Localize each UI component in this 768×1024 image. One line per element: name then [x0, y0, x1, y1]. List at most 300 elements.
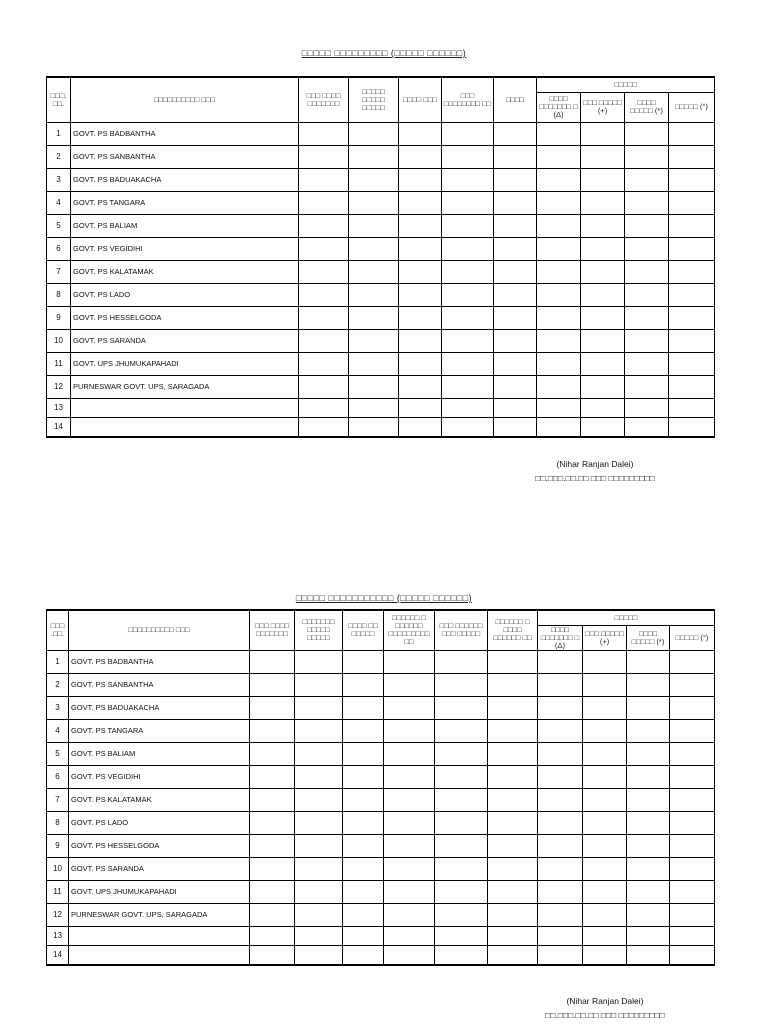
t2-row-cell[interactable] — [250, 742, 295, 765]
t2-row-cell[interactable] — [343, 650, 384, 673]
t2-header-c2: □□□□□□□ □□□□□ □□□□□ — [295, 610, 343, 650]
t2-row-cell[interactable] — [627, 903, 670, 926]
t1-row-cell[interactable] — [442, 237, 494, 260]
t1-row-school-name — [71, 398, 299, 417]
t1-row-cell[interactable] — [349, 168, 399, 191]
t2-row-cell[interactable] — [250, 719, 295, 742]
t1-row-cell[interactable] — [669, 283, 715, 306]
t1-row-cell[interactable] — [349, 398, 399, 417]
t2-row-cell[interactable] — [627, 945, 670, 965]
t1-row-sl: 9 — [47, 306, 71, 329]
t2-header-c3: □□□□ □□ □□□□□ — [343, 610, 384, 650]
t2-row-cell[interactable] — [670, 926, 715, 945]
t1-row-sl: 4 — [47, 191, 71, 214]
t2-row-cell[interactable] — [384, 650, 435, 673]
t1-row-cell[interactable] — [669, 306, 715, 329]
t1-row-sl: 14 — [47, 417, 71, 437]
t2-row-school-name: GOVT. PS BADUAKACHA — [69, 696, 250, 719]
t2-row-cell[interactable] — [435, 650, 488, 673]
t1-row-cell[interactable] — [399, 214, 442, 237]
t1-row-sl: 11 — [47, 352, 71, 375]
t1-row-cell[interactable] — [625, 283, 669, 306]
t1-row-cell[interactable] — [442, 352, 494, 375]
t2-row-cell[interactable] — [295, 788, 343, 811]
t2-row-cell[interactable] — [250, 673, 295, 696]
t2-row-sl: 13 — [47, 926, 69, 945]
t1-row-cell[interactable] — [442, 283, 494, 306]
t1-row-sl: 2 — [47, 145, 71, 168]
t1-row-cell[interactable] — [537, 214, 581, 237]
t2-row — [47, 945, 715, 965]
t2-row-cell[interactable] — [670, 903, 715, 926]
t2-row-cell[interactable] — [538, 673, 583, 696]
t1-row-cell[interactable] — [581, 283, 625, 306]
t2-row-cell[interactable] — [538, 719, 583, 742]
t1-row-cell[interactable] — [349, 375, 399, 398]
t2-row-cell[interactable] — [488, 880, 538, 903]
t2-row-cell[interactable] — [583, 742, 627, 765]
t1-row-cell[interactable] — [669, 398, 715, 417]
t1-row-cell[interactable] — [537, 352, 581, 375]
t2-row-cell[interactable] — [250, 650, 295, 673]
t1-row — [47, 375, 715, 398]
t2-row-cell[interactable] — [488, 788, 538, 811]
t1-row-cell[interactable] — [349, 417, 399, 437]
t2-row-cell[interactable] — [488, 903, 538, 926]
t2-row-cell[interactable] — [583, 788, 627, 811]
t1-row-cell[interactable] — [349, 283, 399, 306]
t1-row-cell[interactable] — [537, 417, 581, 437]
t1-row-cell[interactable] — [442, 329, 494, 352]
t1-row-cell[interactable] — [399, 417, 442, 437]
t2-row-cell[interactable] — [538, 903, 583, 926]
t2-row-cell[interactable] — [435, 926, 488, 945]
t2-row-cell[interactable] — [488, 742, 538, 765]
t2-row-cell[interactable] — [343, 857, 384, 880]
t2-row-cell[interactable] — [343, 696, 384, 719]
t1-row-sl: 6 — [47, 237, 71, 260]
t1-row-cell[interactable] — [581, 214, 625, 237]
t2-row-cell[interactable] — [250, 857, 295, 880]
t2-row-cell[interactable] — [488, 834, 538, 857]
t2-row-cell[interactable] — [488, 696, 538, 719]
t2-row — [47, 696, 715, 719]
t2-row-cell[interactable] — [343, 880, 384, 903]
t2-row-cell[interactable] — [627, 742, 670, 765]
t1-row — [47, 122, 715, 145]
t2-row-cell[interactable] — [670, 765, 715, 788]
t2-row-cell[interactable] — [670, 650, 715, 673]
t2-row-cell[interactable] — [343, 719, 384, 742]
t1-row-cell[interactable] — [669, 329, 715, 352]
t1-row-cell[interactable] — [299, 375, 349, 398]
t2-row-school-name: GOVT. PS KALATAMAK — [69, 788, 250, 811]
t1-row-cell[interactable] — [669, 237, 715, 260]
t1-row-cell[interactable] — [349, 306, 399, 329]
t2-row-cell[interactable] — [538, 834, 583, 857]
t2-row-cell[interactable] — [250, 696, 295, 719]
t1-row-cell[interactable] — [349, 122, 399, 145]
t1-row-cell[interactable] — [625, 260, 669, 283]
t1-row-school-name: GOVT. PS BADBANTHA — [71, 122, 299, 145]
t2-row-cell[interactable] — [435, 742, 488, 765]
t2-row-cell[interactable] — [295, 742, 343, 765]
t1-row-cell[interactable] — [399, 306, 442, 329]
t1-row-cell[interactable] — [349, 145, 399, 168]
t2-row-cell[interactable] — [488, 811, 538, 834]
t1-row-cell[interactable] — [494, 329, 537, 352]
t2-row-cell[interactable] — [583, 673, 627, 696]
t2-row-cell[interactable] — [435, 834, 488, 857]
t2-row-cell[interactable] — [435, 788, 488, 811]
t1-row-cell[interactable] — [581, 191, 625, 214]
t2-row-cell[interactable] — [384, 880, 435, 903]
t1-row-cell[interactable] — [669, 122, 715, 145]
t1-row-cell[interactable] — [349, 352, 399, 375]
t2-row-cell[interactable] — [670, 696, 715, 719]
t2-header-g4: □□□□□ (°) — [670, 625, 715, 650]
t1-row-cell[interactable] — [669, 168, 715, 191]
t2-row-cell[interactable] — [295, 926, 343, 945]
t1-row-cell[interactable] — [537, 375, 581, 398]
t2-row-cell[interactable] — [384, 834, 435, 857]
t1-row-cell[interactable] — [669, 352, 715, 375]
t1-row-cell[interactable] — [442, 214, 494, 237]
t2-row-cell[interactable] — [343, 673, 384, 696]
t1-row-cell[interactable] — [299, 352, 349, 375]
t2-row-cell[interactable] — [250, 765, 295, 788]
t2-row-cell[interactable] — [538, 742, 583, 765]
t1-row-cell[interactable] — [299, 260, 349, 283]
t2-row-cell[interactable] — [583, 834, 627, 857]
t1-row-cell[interactable] — [581, 375, 625, 398]
t1-row-cell[interactable] — [299, 168, 349, 191]
t2-row-cell[interactable] — [295, 765, 343, 788]
t1-row-cell[interactable] — [625, 398, 669, 417]
t2-row-cell[interactable] — [384, 811, 435, 834]
t2-row-cell[interactable] — [583, 719, 627, 742]
t2-row-cell[interactable] — [627, 857, 670, 880]
t2-row-cell[interactable] — [627, 788, 670, 811]
t2-row-cell[interactable] — [670, 811, 715, 834]
t2-row-cell[interactable] — [627, 811, 670, 834]
t1-row-cell[interactable] — [399, 191, 442, 214]
t2-row-cell[interactable] — [627, 696, 670, 719]
t1-row-cell[interactable] — [581, 237, 625, 260]
t2-row-cell[interactable] — [384, 788, 435, 811]
t1-row-cell[interactable] — [442, 145, 494, 168]
t2-row-sl: 4 — [47, 719, 69, 742]
t1-row-cell[interactable] — [299, 306, 349, 329]
t1-row-cell[interactable] — [537, 398, 581, 417]
t1-row-cell[interactable] — [537, 283, 581, 306]
t2-row-cell[interactable] — [627, 719, 670, 742]
t2-row-cell[interactable] — [538, 945, 583, 965]
t1-row-cell[interactable] — [299, 122, 349, 145]
t1-row-cell[interactable] — [625, 122, 669, 145]
t1-row-cell[interactable] — [442, 306, 494, 329]
t1-row-cell[interactable] — [299, 283, 349, 306]
t1-row-cell[interactable] — [299, 191, 349, 214]
t1-row-cell[interactable] — [625, 191, 669, 214]
t2-row-cell[interactable] — [295, 811, 343, 834]
t2-row-cell[interactable] — [488, 673, 538, 696]
t2-row-cell[interactable] — [343, 926, 384, 945]
t2-row-cell[interactable] — [250, 903, 295, 926]
t2-row — [47, 857, 715, 880]
t1-row-cell[interactable] — [537, 145, 581, 168]
t1-row-cell[interactable] — [494, 260, 537, 283]
t2-row-cell[interactable] — [343, 945, 384, 965]
t2-row-cell[interactable] — [384, 719, 435, 742]
t1-row-cell[interactable] — [625, 329, 669, 352]
t1-row-cell[interactable] — [442, 122, 494, 145]
t1-row-cell[interactable] — [399, 329, 442, 352]
t2-row-sl: 1 — [47, 650, 69, 673]
t1-row-cell[interactable] — [399, 260, 442, 283]
t2-row-cell[interactable] — [295, 945, 343, 965]
t2-row-cell[interactable] — [384, 696, 435, 719]
t2-row-cell[interactable] — [343, 788, 384, 811]
t2-row-cell[interactable] — [583, 857, 627, 880]
t2-row-cell[interactable] — [538, 650, 583, 673]
t2-row-cell[interactable] — [538, 811, 583, 834]
t1-row-cell[interactable] — [625, 306, 669, 329]
t1-row-cell[interactable] — [299, 329, 349, 352]
t2-row-cell[interactable] — [343, 903, 384, 926]
t1-row-cell[interactable] — [625, 352, 669, 375]
t1-row-cell[interactable] — [581, 122, 625, 145]
t1-row-cell[interactable] — [494, 145, 537, 168]
t2-row-cell[interactable] — [627, 926, 670, 945]
t2-row-cell[interactable] — [384, 926, 435, 945]
t2-row-school-name: GOVT. PS BALIAM — [69, 742, 250, 765]
t2-row-cell[interactable] — [488, 650, 538, 673]
t1-row-cell[interactable] — [537, 306, 581, 329]
t1-row-cell[interactable] — [537, 237, 581, 260]
table1-title: □□□□□ □□□□□□□□□ (□□□□□ □□□□□□) — [301, 48, 467, 58]
t1-row-cell[interactable] — [537, 329, 581, 352]
t1-row-cell[interactable] — [442, 260, 494, 283]
t1-row-cell[interactable] — [581, 306, 625, 329]
t1-row-cell[interactable] — [399, 122, 442, 145]
t1-row-cell[interactable] — [581, 352, 625, 375]
t1-row-cell[interactable] — [581, 398, 625, 417]
t2-row-cell[interactable] — [488, 719, 538, 742]
t2-row-cell[interactable] — [295, 857, 343, 880]
t2-row-cell[interactable] — [295, 834, 343, 857]
t2-row — [47, 765, 715, 788]
t1-row-cell[interactable] — [299, 214, 349, 237]
t1-row-cell[interactable] — [494, 352, 537, 375]
t2-row-sl: 8 — [47, 811, 69, 834]
t2-row-cell[interactable] — [295, 696, 343, 719]
t2-row-cell[interactable] — [295, 673, 343, 696]
t2-row-cell[interactable] — [250, 880, 295, 903]
t2-row-cell[interactable] — [670, 880, 715, 903]
t1-row-cell[interactable] — [494, 306, 537, 329]
t2-row-cell[interactable] — [343, 834, 384, 857]
t2-row-cell[interactable] — [435, 765, 488, 788]
t2-row-cell[interactable] — [538, 696, 583, 719]
t1-row-cell[interactable] — [537, 122, 581, 145]
t1-row-cell[interactable] — [494, 122, 537, 145]
t1-row-cell[interactable] — [442, 375, 494, 398]
t2-row-cell[interactable] — [627, 880, 670, 903]
t2-row-cell[interactable] — [538, 788, 583, 811]
t1-row-cell[interactable] — [399, 398, 442, 417]
t2-row-cell[interactable] — [384, 742, 435, 765]
t2-row-cell[interactable] — [670, 857, 715, 880]
t1-row-cell[interactable] — [349, 260, 399, 283]
t1-row-cell[interactable] — [494, 375, 537, 398]
t1-row-cell[interactable] — [494, 283, 537, 306]
t1-row-cell[interactable] — [494, 168, 537, 191]
t2-row-cell[interactable] — [670, 834, 715, 857]
t2-row-cell[interactable] — [384, 945, 435, 965]
t1-row-cell[interactable] — [442, 191, 494, 214]
t1-row-cell[interactable] — [399, 168, 442, 191]
t1-header-group: □□□□□ — [537, 77, 715, 92]
t2-row-cell[interactable] — [627, 650, 670, 673]
t1-row-cell[interactable] — [625, 145, 669, 168]
t2-row-cell[interactable] — [670, 788, 715, 811]
t2-row-cell[interactable] — [250, 945, 295, 965]
t1-row-cell[interactable] — [349, 329, 399, 352]
t2-row-cell[interactable] — [295, 880, 343, 903]
t1-row-cell[interactable] — [399, 237, 442, 260]
t1-row-school-name: GOVT. PS LADO — [71, 283, 299, 306]
t1-row-cell[interactable] — [537, 168, 581, 191]
t1-row-cell[interactable] — [494, 417, 537, 437]
t1-row-cell[interactable] — [625, 237, 669, 260]
t2-row-cell[interactable] — [295, 650, 343, 673]
t2-row-cell[interactable] — [250, 788, 295, 811]
t1-row-cell[interactable] — [442, 398, 494, 417]
t1-row-cell[interactable] — [581, 417, 625, 437]
t1-row-cell[interactable] — [349, 237, 399, 260]
t2-header-c1: □□□ □□□□ □□□□□□□ — [250, 610, 295, 650]
t2-row-cell[interactable] — [343, 765, 384, 788]
t2-row-cell[interactable] — [488, 857, 538, 880]
t2-row-cell[interactable] — [384, 673, 435, 696]
t2-row-cell[interactable] — [627, 673, 670, 696]
t2-row-cell[interactable] — [250, 926, 295, 945]
t2-row-cell[interactable] — [538, 926, 583, 945]
t2-row-cell[interactable] — [627, 765, 670, 788]
t1-row-cell[interactable] — [399, 283, 442, 306]
t1-row-school-name: GOVT. PS KALATAMAK — [71, 260, 299, 283]
t2-row-cell[interactable] — [670, 742, 715, 765]
t1-row-sl: 8 — [47, 283, 71, 306]
t2-row-cell[interactable] — [538, 880, 583, 903]
t1-row-cell[interactable] — [494, 214, 537, 237]
t1-row-cell[interactable] — [581, 260, 625, 283]
t1-row-cell[interactable] — [299, 417, 349, 437]
t2-row-cell[interactable] — [488, 926, 538, 945]
t1-row-cell[interactable] — [399, 375, 442, 398]
t1-row-cell[interactable] — [299, 237, 349, 260]
t1-row-cell[interactable] — [494, 237, 537, 260]
t1-row-cell[interactable] — [349, 214, 399, 237]
t2-row-cell[interactable] — [435, 857, 488, 880]
t1-row-cell[interactable] — [625, 214, 669, 237]
t2-row-cell[interactable] — [250, 834, 295, 857]
t1-row-school-name: GOVT. PS BALIAM — [71, 214, 299, 237]
t2-row-cell[interactable] — [343, 742, 384, 765]
t2-row-cell[interactable] — [250, 811, 295, 834]
t2-row-cell[interactable] — [583, 696, 627, 719]
t2-row-cell[interactable] — [583, 926, 627, 945]
t2-row-cell[interactable] — [583, 650, 627, 673]
t1-header-name: □□□□□□□□□□ □□□ — [71, 77, 299, 122]
t1-row-cell[interactable] — [399, 145, 442, 168]
t2-row-cell[interactable] — [435, 719, 488, 742]
t1-row — [47, 417, 715, 437]
t1-row-cell[interactable] — [442, 168, 494, 191]
t2-row-cell[interactable] — [670, 673, 715, 696]
t1-row-cell[interactable] — [669, 191, 715, 214]
t2-row-cell[interactable] — [435, 903, 488, 926]
t2-row-cell[interactable] — [435, 673, 488, 696]
t2-row-cell[interactable] — [670, 719, 715, 742]
t1-row-cell[interactable] — [299, 398, 349, 417]
t2-row-cell[interactable] — [435, 811, 488, 834]
t1-row-cell[interactable] — [581, 168, 625, 191]
t1-row-cell[interactable] — [669, 145, 715, 168]
t1-row-cell[interactable] — [625, 168, 669, 191]
t1-row-cell[interactable] — [494, 398, 537, 417]
t2-row-cell[interactable] — [538, 765, 583, 788]
t2-row-cell[interactable] — [295, 903, 343, 926]
t1-row-cell[interactable] — [581, 145, 625, 168]
t2-row-cell[interactable] — [384, 857, 435, 880]
t1-row-cell[interactable] — [349, 191, 399, 214]
t2-row-cell[interactable] — [670, 945, 715, 965]
t2-row-cell[interactable] — [583, 880, 627, 903]
t1-row-cell[interactable] — [299, 145, 349, 168]
t1-row-cell[interactable] — [669, 214, 715, 237]
t2-row-cell[interactable] — [583, 765, 627, 788]
t2-row-cell[interactable] — [488, 765, 538, 788]
t2-row-cell[interactable] — [343, 811, 384, 834]
t2-row-cell[interactable] — [627, 834, 670, 857]
t1-row-cell[interactable] — [537, 260, 581, 283]
t1-row-cell[interactable] — [669, 417, 715, 437]
t2-row-cell[interactable] — [583, 811, 627, 834]
t1-row-cell[interactable] — [625, 417, 669, 437]
t1-row-cell[interactable] — [399, 352, 442, 375]
t2-row-cell[interactable] — [384, 903, 435, 926]
t1-row-cell[interactable] — [581, 329, 625, 352]
t2-row-cell[interactable] — [295, 719, 343, 742]
t2-row-cell[interactable] — [435, 696, 488, 719]
t1-row-cell[interactable] — [669, 375, 715, 398]
t2-row-school-name: GOVT. PS HESSELGODA — [69, 834, 250, 857]
t2-row-cell[interactable] — [435, 880, 488, 903]
t1-row-cell[interactable] — [494, 191, 537, 214]
t2-row-cell[interactable] — [538, 857, 583, 880]
t1-row-cell[interactable] — [669, 260, 715, 283]
t2-row-cell[interactable] — [488, 945, 538, 965]
t1-row-cell[interactable] — [625, 375, 669, 398]
t1-row-cell[interactable] — [537, 191, 581, 214]
t1-row-cell[interactable] — [442, 417, 494, 437]
t2-row-cell[interactable] — [435, 945, 488, 965]
t2-row-cell[interactable] — [583, 903, 627, 926]
t2-row-cell[interactable] — [384, 765, 435, 788]
t2-row-cell[interactable] — [583, 945, 627, 965]
